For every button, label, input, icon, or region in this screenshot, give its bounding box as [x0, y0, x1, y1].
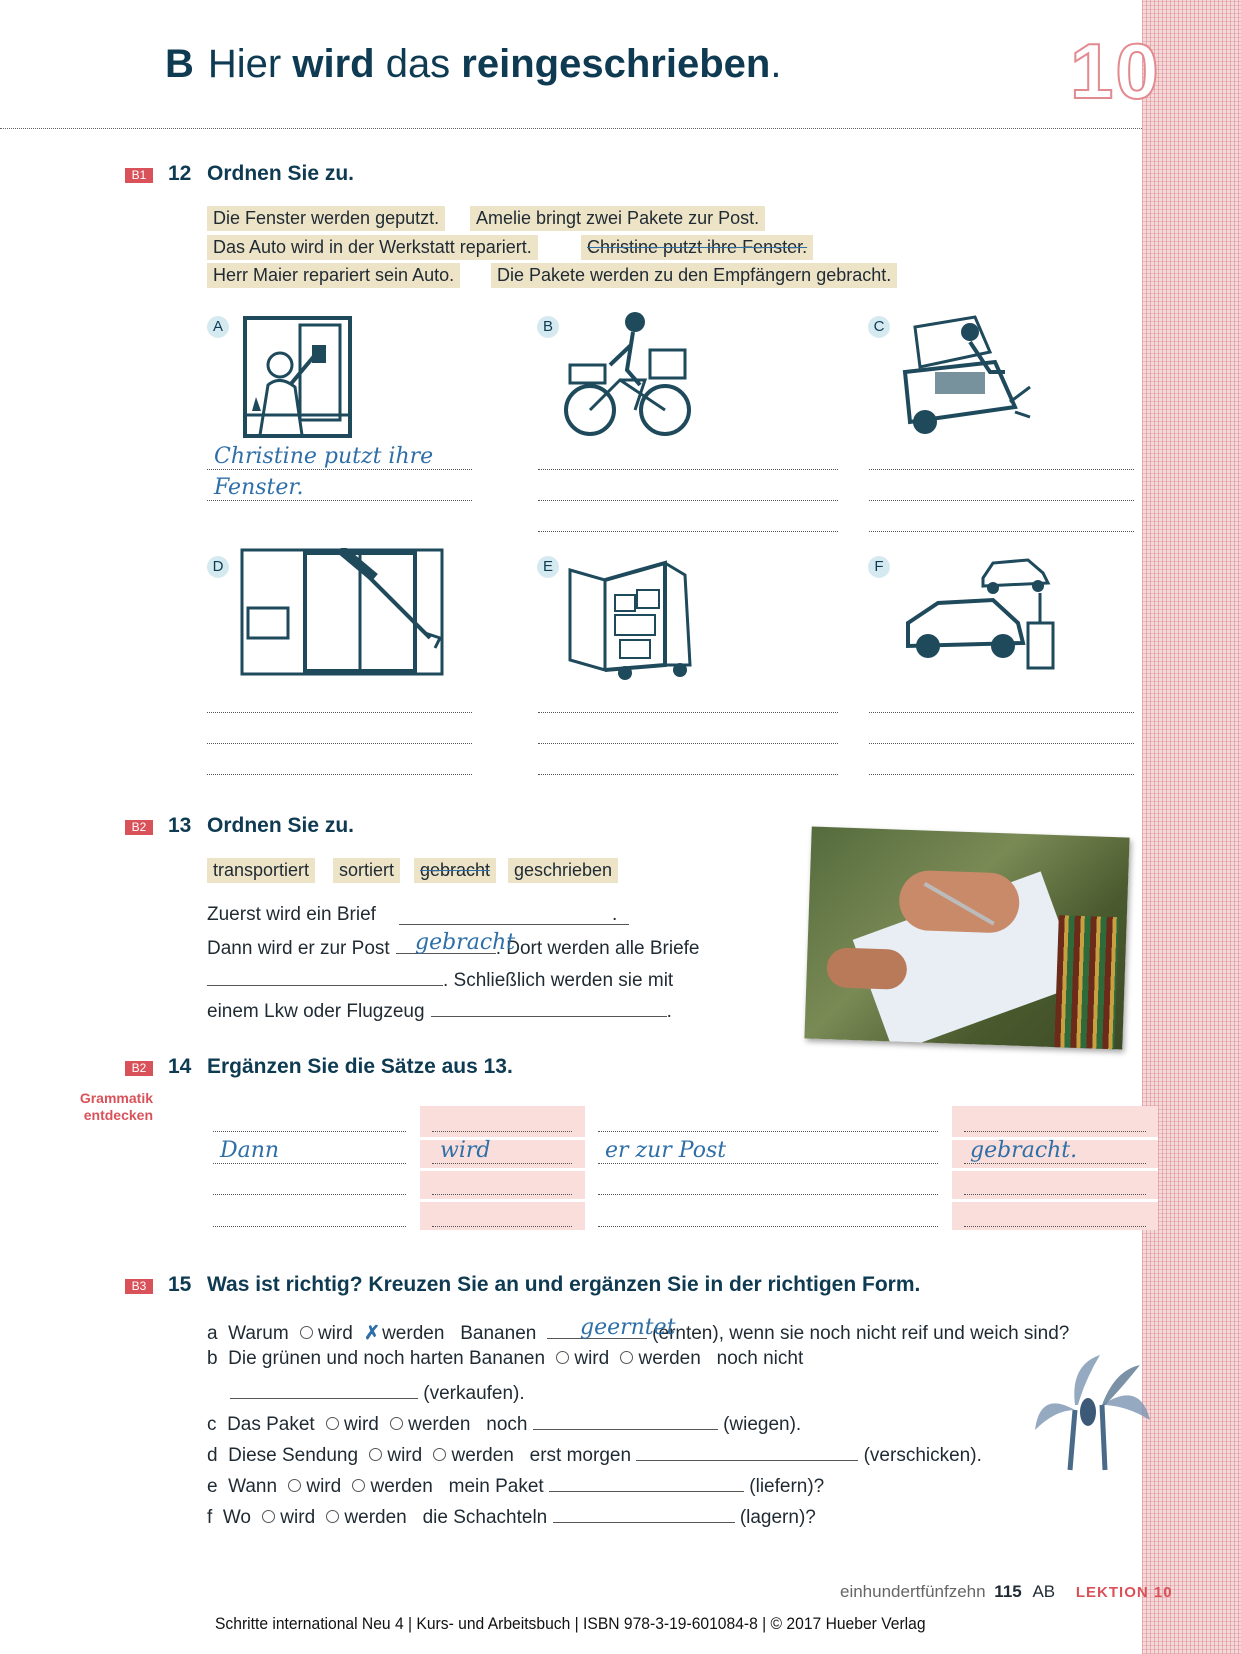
exercise-badge: B1 [125, 168, 153, 183]
workbook-tag: AB [1032, 1582, 1056, 1601]
copyright-line: Schritte international Neu 4 | Kurs- und Arbeitsbuch | ISBN 978-3-19-601084-8 | © 2017 Hueber Verlag [215, 1614, 926, 1633]
radio-werden[interactable] [433, 1448, 446, 1461]
window-squeegee-icon [240, 548, 445, 678]
header-divider [0, 128, 1142, 129]
exercise-badge: B2 [125, 1061, 153, 1076]
car-workshop-lift-icon [898, 548, 1058, 683]
picture-label: D [207, 556, 229, 578]
radio-werden-checked[interactable]: ✗ [364, 1323, 380, 1344]
radio-wird[interactable] [369, 1448, 382, 1461]
lesson-tag: LEKTION 10 [1075, 1584, 1173, 1601]
mechanic-car-icon [895, 312, 1045, 442]
answer-line[interactable] [869, 500, 1134, 501]
table-gap [952, 1168, 1158, 1171]
exercise-title: Was ist richtig? Kreuzen Sie an und ergänzen Sie in der richtigen Form. [207, 1273, 921, 1296]
page-edge-strip [1142, 0, 1241, 1654]
picture-label: C [868, 316, 890, 338]
exercise-badge: B2 [125, 820, 153, 835]
table-gap [420, 1168, 585, 1171]
table-line[interactable] [213, 1226, 406, 1227]
task-row-b-cont: (verkaufen). [230, 1380, 525, 1405]
table-line [432, 1163, 572, 1164]
radio-wird[interactable] [262, 1510, 275, 1523]
banana-plant-icon [1030, 1350, 1155, 1475]
sentence-chip: Das Auto wird in der Werkstatt repariert. [207, 235, 538, 260]
answer-line[interactable] [869, 774, 1134, 775]
radio-werden[interactable] [326, 1510, 339, 1523]
handwritten-answer: gebracht. [970, 1138, 1078, 1163]
table-line[interactable] [432, 1131, 572, 1132]
radio-wird[interactable] [300, 1326, 313, 1339]
table-line [213, 1163, 406, 1164]
sentence-chip: Die Pakete werden zu den Empfängern gebracht. [491, 263, 897, 288]
cloze-blank[interactable] [636, 1442, 858, 1461]
exercise-title: Ordnen Sie zu. [207, 162, 355, 185]
answer-line[interactable] [538, 743, 838, 744]
hand-writing-letter-photo [804, 827, 1129, 1050]
answer-line[interactable] [207, 774, 472, 775]
cloze-text: Dann wird er zur Post . Dort werden alle Briefe [207, 935, 700, 960]
page-number: 115 [994, 1582, 1022, 1601]
sentence-chip: Die Fenster werden geputzt. [207, 206, 445, 231]
radio-werden[interactable] [390, 1417, 403, 1430]
cyclist-with-packages-icon [555, 310, 705, 440]
radio-wird[interactable] [326, 1417, 339, 1430]
sentence-chip: Amelie bringt zwei Pakete zur Post. [470, 206, 765, 231]
table-line[interactable] [598, 1131, 938, 1132]
table-gap [952, 1199, 1158, 1202]
grammar-side-label: Grammatik entdecken [79, 1090, 153, 1123]
table-line [598, 1163, 938, 1164]
cloze-blank[interactable] [553, 1504, 735, 1523]
answer-line[interactable] [207, 743, 472, 744]
table-line[interactable] [598, 1226, 938, 1227]
cloze-blank[interactable] [399, 924, 629, 925]
sentence-chip: Herr Maier repariert sein Auto. [207, 263, 460, 288]
exercise-number: 12 [168, 162, 192, 185]
table-line[interactable] [213, 1194, 406, 1195]
cloze-blank[interactable] [230, 1380, 418, 1399]
answer-line[interactable] [538, 774, 838, 775]
handwritten-answer: er zur Post [605, 1138, 727, 1163]
task-row-f: f Wo wird werden die Schachteln (lagern)? [207, 1504, 816, 1529]
word-chip: transportiert [207, 858, 315, 883]
cloze-text: . Schließlich werden sie mit [207, 967, 673, 992]
answer-line[interactable] [538, 712, 838, 713]
table-line[interactable] [964, 1226, 1146, 1227]
handwritten-answer: Fenster. [214, 475, 304, 500]
table-line[interactable] [432, 1226, 572, 1227]
task-row-b: b Die grünen und noch harten Bananen wird werden noch nicht [207, 1348, 804, 1369]
cloze-blank[interactable] [549, 1473, 744, 1492]
answer-line[interactable] [538, 469, 838, 470]
picture-label: B [537, 316, 559, 338]
picture-label: F [868, 556, 890, 578]
radio-werden[interactable] [620, 1351, 633, 1364]
table-line[interactable] [432, 1194, 572, 1195]
page-header [165, 42, 781, 87]
delivery-truck-icon [565, 555, 730, 680]
exercise-title: Ergänzen Sie die Sätze aus 13. [207, 1055, 513, 1078]
title-part: . [770, 42, 782, 86]
answer-line [207, 469, 472, 470]
title-part: Hier [207, 42, 293, 86]
answer-line[interactable] [869, 531, 1134, 532]
radio-wird[interactable] [288, 1479, 301, 1492]
section-letter: B [165, 42, 194, 86]
word-chip-used: gebracht [414, 858, 496, 883]
answer-line[interactable] [538, 500, 838, 501]
radio-wird[interactable] [556, 1351, 569, 1364]
cloze-text: Zuerst wird ein Brief . [207, 904, 617, 926]
answer-line[interactable] [538, 531, 838, 532]
handwritten-answer: geerntet [580, 1315, 676, 1340]
table-line [964, 1163, 1146, 1164]
task-row-e: e Wann wird werden mein Paket (liefern)? [207, 1473, 824, 1498]
task-row-c: c Das Paket wird werden noch (wiegen). [207, 1411, 801, 1436]
table-line[interactable] [964, 1194, 1146, 1195]
table-line[interactable] [598, 1194, 938, 1195]
answer-line[interactable] [207, 712, 472, 713]
table-line[interactable] [964, 1131, 1146, 1132]
exercise-badge: B3 [125, 1279, 153, 1294]
title-part-bold: wird [292, 42, 375, 86]
handwritten-answer: Dann [220, 1138, 280, 1163]
answer-line[interactable] [869, 469, 1134, 470]
exercise-number: 14 [168, 1055, 192, 1078]
word-chip: geschrieben [508, 858, 618, 883]
picture-label: E [537, 556, 559, 578]
lesson-number: 10 [1070, 27, 1161, 115]
window-cleaning-woman-icon [240, 315, 355, 440]
handwritten-answer: Christine putzt ihre [214, 444, 434, 469]
exercise-number: 13 [168, 814, 192, 837]
handwritten-answer: wird [440, 1138, 491, 1163]
picture-label: A [207, 316, 229, 338]
task-row-d: d Diese Sendung wird werden erst morgen (verschicken). [207, 1442, 982, 1467]
cloze-text: einem Lkw oder Flugzeug . [207, 998, 672, 1023]
cloze-blank[interactable] [533, 1411, 718, 1430]
handwritten-answer: gebracht [415, 930, 516, 955]
sentence-chip-used: Christine putzt ihre Fenster. [581, 235, 813, 260]
title-part-bold: reingeschrieben [461, 42, 771, 86]
page-footer [840, 1582, 1173, 1602]
table-gap [420, 1199, 585, 1202]
answer-line[interactable] [869, 712, 1134, 713]
word-chip: sortiert [333, 858, 400, 883]
table-line[interactable] [213, 1131, 406, 1132]
exercise-number: 15 [168, 1273, 192, 1296]
answer-line[interactable] [869, 743, 1134, 744]
exercise-title: Ordnen Sie zu. [207, 814, 355, 837]
radio-werden[interactable] [352, 1479, 365, 1492]
title-part: das [374, 42, 462, 86]
answer-line [207, 500, 472, 501]
task-row-a: a Warum wird ✗ werden Bananen (ernten), wenn sie noch nicht reif und weich sind? [207, 1320, 1069, 1345]
page-word: einhundertfünfzehn [840, 1582, 986, 1601]
